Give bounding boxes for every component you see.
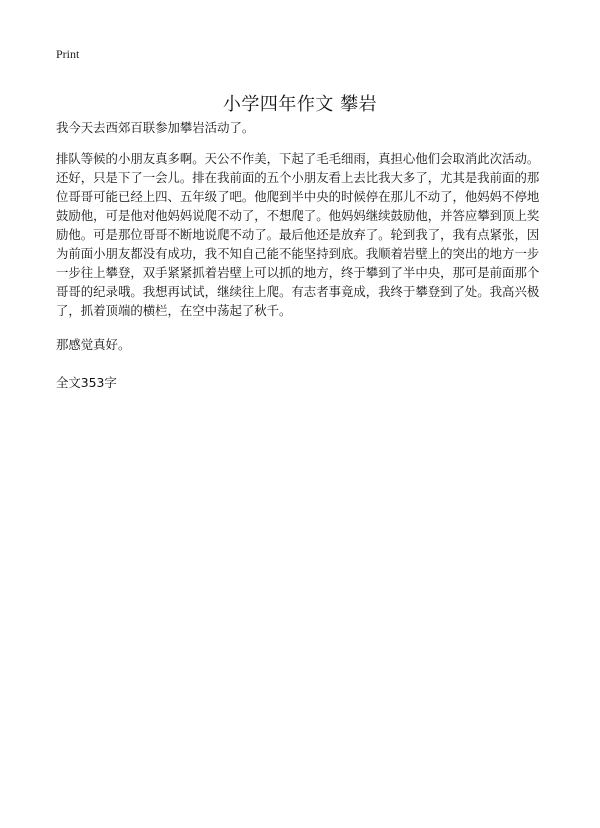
word-count: 全文353字 bbox=[56, 375, 117, 390]
paragraph-closing: 那感觉真好。 bbox=[56, 337, 131, 352]
article-body bbox=[56, 118, 550, 369]
print-link[interactable]: Print bbox=[56, 47, 80, 61]
article-title: 小学四年作文 攀岩 bbox=[222, 94, 378, 116]
paragraph-intro: 我今天去西郊百联参加攀岩活动了。 bbox=[56, 120, 255, 135]
paragraph-main: 排队等候的小朋友真多啊。天公不作美，下起了毛毛细雨，真担心他们会取消此次活动。还好，只是下了一会儿。排在我前面的五个小朋友看上去比我大多了，尤其是我前面的那位哥哥可能已经上四、五年级了吧。他爬到半中央的时候停在那儿不动了，他妈妈不停地鼓励他，可是他对他妈妈说爬不动了，不想爬了。他妈妈继续鼓励他，并答应攀到顶上奖励他。可是那位哥哥不断地说爬不动了。最后他还是放弃了。轮到我了，我有点紧张，因为前面小朋友都没有成功，我不知自己能不能坚持到底。我顺着岩壁上的突出的地方一步一步往上攀登，双手紧紧抓着岩壁上可以抓的地方，终于攀到了半中央，那可是前面那个哥哥的纪录哦。我想再试试，继续往上爬。有志者事竟成，我终于攀登到了处。我高兴极了，抓着顶端的横栏，在空中荡起了秋千。 bbox=[56, 151, 540, 318]
